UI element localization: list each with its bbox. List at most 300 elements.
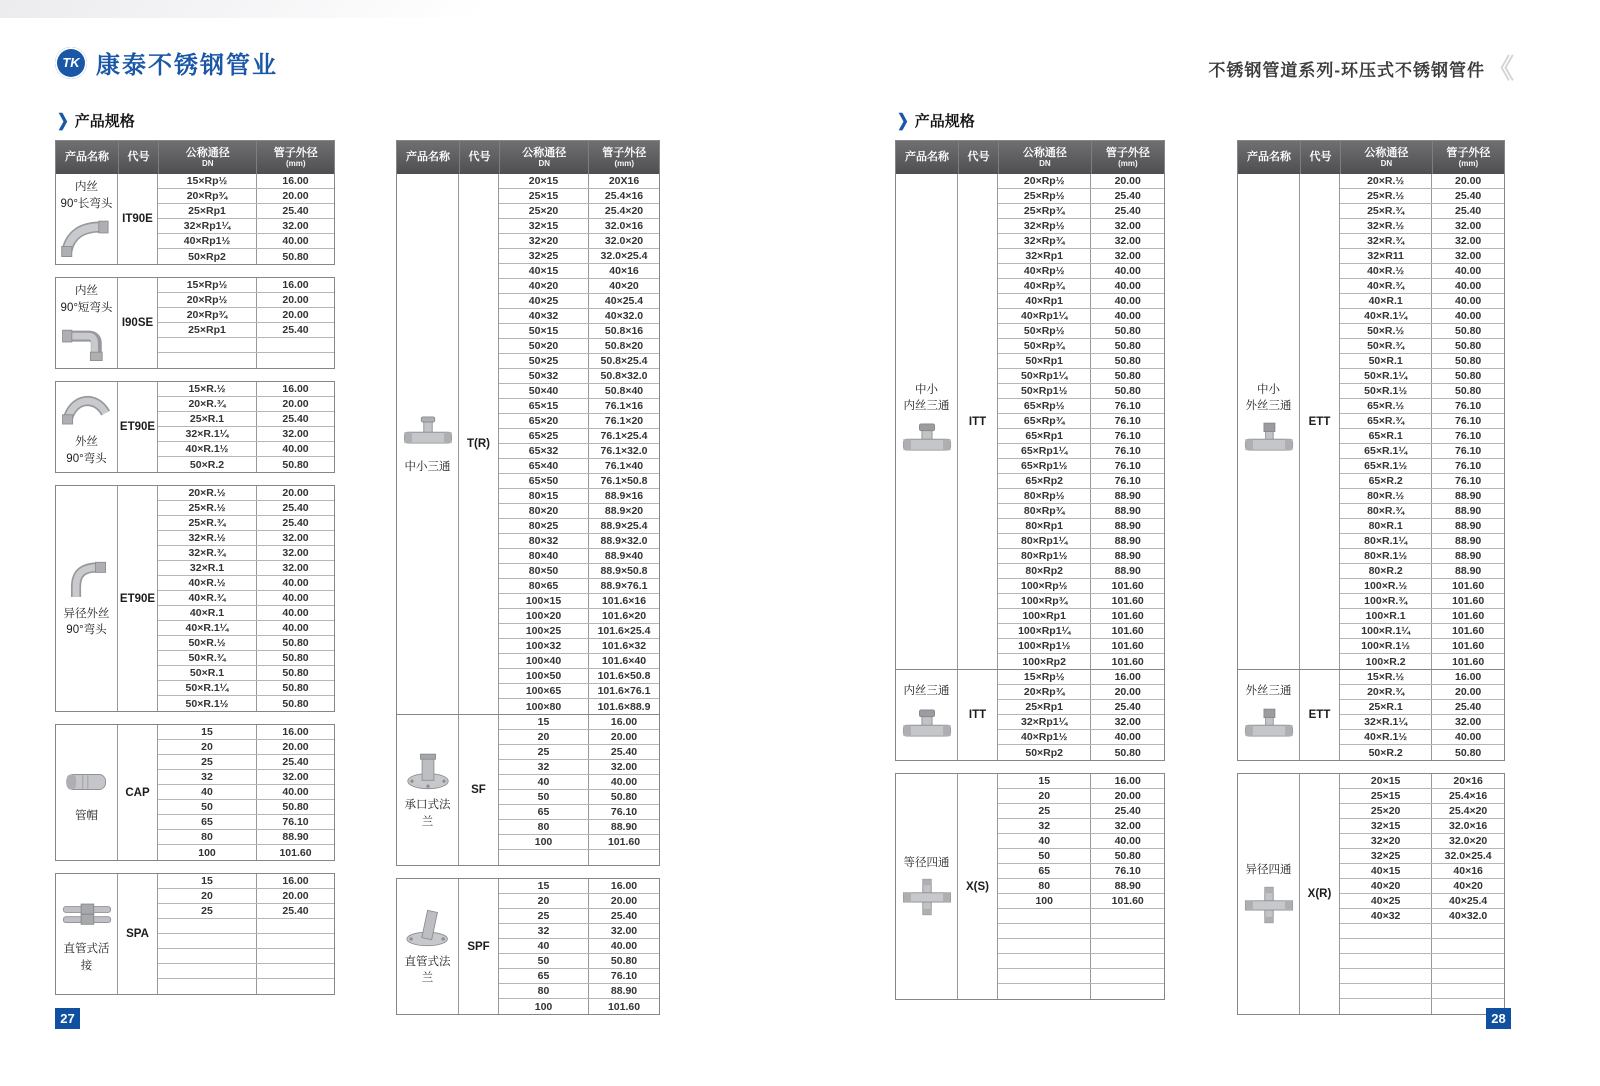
dn-cell: 25×20 xyxy=(499,204,589,218)
spec-row xyxy=(1340,700,1504,715)
spec-rows xyxy=(998,670,1164,760)
product-code: X(R) xyxy=(1300,774,1340,1014)
dn-cell: 80 xyxy=(998,879,1091,893)
od-cell: 101.6×32 xyxy=(601,640,647,652)
od-cell: 40.00 xyxy=(282,235,309,247)
product-section xyxy=(56,382,334,472)
dn-cell: 65×Rp½ xyxy=(998,399,1091,413)
od-cell: 50.80 xyxy=(282,667,309,679)
product-name: 中小 内丝三通 xyxy=(903,383,950,412)
od-cell: 40.00 xyxy=(282,443,309,455)
spec-table-header xyxy=(56,141,334,174)
product-name: 内丝 90°短弯头 xyxy=(60,285,113,314)
od-cell: 16.00 xyxy=(1455,671,1482,683)
section-header-left xyxy=(57,110,135,131)
spec-row xyxy=(499,459,659,474)
dn-cell: 25×R.½ xyxy=(158,501,257,515)
product-name: 中小 外丝三通 xyxy=(1245,383,1292,412)
od-cell: 32.00 xyxy=(282,532,309,544)
product-cell xyxy=(56,486,118,711)
spec-rows xyxy=(998,774,1164,999)
dn-cell xyxy=(158,353,257,368)
header-od: 管子外径 (mm) xyxy=(256,141,334,174)
od-cell: 25.40 xyxy=(282,205,309,217)
od-cell: 40.00 xyxy=(1114,310,1141,322)
od-cell: 25.40 xyxy=(282,502,309,514)
od-cell: 40.00 xyxy=(1455,265,1482,277)
od-cell: 101.60 xyxy=(1452,640,1485,652)
dn-cell xyxy=(158,338,257,352)
spec-row xyxy=(998,745,1164,760)
od-cell: 76.1×25.4 xyxy=(600,430,648,442)
dn-cell: 40 xyxy=(499,939,589,953)
spec-row xyxy=(158,591,334,606)
dn-cell: 32×Rp1¼ xyxy=(998,715,1091,729)
dn-cell: 50×32 xyxy=(499,369,589,383)
header-dn: 公称通径 DN xyxy=(1340,141,1432,174)
od-cell: 25.40 xyxy=(1455,190,1482,202)
dn-cell: 25×15 xyxy=(1340,789,1432,803)
spec-row xyxy=(499,954,659,969)
od-cell: 20.00 xyxy=(1114,790,1141,802)
spec-row xyxy=(158,457,334,472)
dn-cell: 20×Rp¾ xyxy=(998,685,1091,699)
od-cell xyxy=(257,353,334,368)
header-dn: 公称通径 DN xyxy=(499,141,588,174)
spec-row xyxy=(1340,369,1504,384)
od-cell: 20.00 xyxy=(282,487,309,499)
od-cell: 101.60 xyxy=(1111,595,1144,607)
od-cell: 101.60 xyxy=(1452,655,1485,668)
dn-cell: 100×50 xyxy=(499,669,589,683)
dn-cell: 50×Rp1¼ xyxy=(998,369,1091,383)
dn-cell: 100×25 xyxy=(499,624,589,638)
spec-row xyxy=(998,234,1164,249)
spec-row xyxy=(1340,504,1504,519)
od-cell: 101.6×25.4 xyxy=(597,625,651,637)
dn-cell: 50×Rp1½ xyxy=(998,384,1091,398)
dn-cell: 32×R.½ xyxy=(1340,219,1432,233)
od-cell: 76.10 xyxy=(1114,460,1141,472)
spec-rows xyxy=(158,278,334,368)
spec-row xyxy=(998,459,1164,474)
spec-row xyxy=(158,770,334,785)
dn-cell: 50×R.1 xyxy=(1340,354,1432,368)
spec-rows xyxy=(158,874,334,994)
od-cell: 50.8×16 xyxy=(604,325,644,337)
header-code: 代号 xyxy=(958,141,998,174)
dn-cell: 65×Rp1 xyxy=(998,429,1091,443)
spec-row xyxy=(998,700,1164,715)
dn-cell: 40×R.1½ xyxy=(158,442,257,456)
od-cell: 20.00 xyxy=(610,731,638,743)
spec-row xyxy=(998,249,1164,264)
spec-row xyxy=(158,845,334,860)
spec-row xyxy=(1340,294,1504,309)
spec-row xyxy=(499,850,659,865)
straight-flange-image xyxy=(401,907,455,949)
spec-row xyxy=(499,429,659,444)
spec-row xyxy=(499,474,659,489)
spec-row xyxy=(998,924,1164,939)
od-cell: 76.10 xyxy=(610,970,638,982)
od-cell: 88.9×25.4 xyxy=(600,520,648,532)
od-cell: 76.10 xyxy=(1455,415,1482,427)
spec-table-block xyxy=(55,485,335,712)
dn-cell: 20 xyxy=(499,730,589,744)
spec-row xyxy=(998,339,1164,354)
od-cell: 50.80 xyxy=(1114,850,1141,862)
od-cell: 76.10 xyxy=(1455,445,1482,457)
od-cell: 101.6×50.8 xyxy=(597,670,651,682)
spec-row xyxy=(998,609,1164,624)
od-cell: 76.10 xyxy=(1455,400,1482,412)
elbow-90-short-image xyxy=(60,321,114,363)
dn-cell: 100×80 xyxy=(499,699,589,714)
od-cell: 40×16 xyxy=(1453,865,1483,877)
od-cell: 50.80 xyxy=(1114,355,1141,367)
series-title: 不锈钢管道系列-环压式不锈钢管件 xyxy=(1208,61,1485,80)
od-cell: 88.90 xyxy=(1114,550,1141,562)
product-name: 直管式活接 xyxy=(63,943,110,972)
dn-cell: 40×32 xyxy=(1340,909,1432,923)
spec-row xyxy=(499,339,659,354)
product-code: ITT xyxy=(958,670,998,760)
spec-row xyxy=(1340,414,1504,429)
spec-row xyxy=(1340,609,1504,624)
product-name: 管帽 xyxy=(75,809,98,822)
dn-cell: 100×40 xyxy=(499,654,589,668)
dn-cell: 25 xyxy=(158,904,257,918)
spec-row xyxy=(499,174,659,189)
od-cell: 25.40 xyxy=(282,324,309,336)
spec-rows xyxy=(158,725,334,860)
spec-row xyxy=(1340,264,1504,279)
spec-row xyxy=(158,249,334,264)
dn-cell: 100 xyxy=(998,894,1091,908)
dn-cell: 25×Rp1 xyxy=(158,204,257,218)
spec-rows xyxy=(158,174,334,264)
spec-row xyxy=(499,564,659,579)
spec-row xyxy=(158,308,334,323)
od-cell: 101.60 xyxy=(1452,625,1485,637)
spec-row xyxy=(158,278,334,293)
spec-row xyxy=(158,785,334,800)
spec-rows xyxy=(158,486,334,711)
spec-row xyxy=(1340,219,1504,234)
od-cell: 50.80 xyxy=(282,682,309,694)
dn-cell: 80×Rp¾ xyxy=(998,504,1091,518)
dn-cell: 50×R.½ xyxy=(1340,324,1432,338)
spec-row xyxy=(1340,444,1504,459)
od-cell xyxy=(1091,939,1164,953)
spec-row xyxy=(499,294,659,309)
dn-cell: 32×Rp1¼ xyxy=(158,219,257,233)
od-cell: 20.00 xyxy=(282,294,309,306)
product-code: CAP xyxy=(118,725,158,860)
spec-row xyxy=(499,519,659,534)
spec-row xyxy=(1340,939,1504,954)
od-cell: 50.80 xyxy=(1455,340,1482,352)
dn-cell: 40×R.¾ xyxy=(158,591,257,605)
dn-cell: 50×R.2 xyxy=(1340,745,1432,760)
dn-cell: 100×Rp2 xyxy=(998,654,1091,669)
od-cell: 32.0×16 xyxy=(604,220,644,232)
spec-row xyxy=(1340,534,1504,549)
od-cell: 50.80 xyxy=(282,250,309,263)
spec-row xyxy=(158,412,334,427)
spec-row xyxy=(499,984,659,999)
dn-cell: 32×15 xyxy=(1340,819,1432,833)
spec-row xyxy=(998,579,1164,594)
od-cell: 25.40 xyxy=(1114,190,1141,202)
dn-cell: 50×25 xyxy=(499,354,589,368)
spec-row xyxy=(998,369,1164,384)
od-cell: 88.90 xyxy=(1114,565,1141,577)
dn-cell: 65×25 xyxy=(499,429,589,443)
dn-cell: 50×20 xyxy=(499,339,589,353)
spec-row xyxy=(998,879,1164,894)
od-cell: 25.40 xyxy=(610,910,638,922)
dn-cell: 80×65 xyxy=(499,579,589,593)
od-cell: 32.00 xyxy=(1455,235,1482,247)
spec-row xyxy=(998,324,1164,339)
od-cell: 88.90 xyxy=(1114,880,1141,892)
dn-cell: 100×Rp1½ xyxy=(998,639,1091,653)
od-cell: 76.10 xyxy=(1455,430,1482,442)
dn-cell: 65×40 xyxy=(499,459,589,473)
dn-cell: 40×25 xyxy=(1340,894,1432,908)
dn-cell: 25 xyxy=(158,755,257,769)
spec-row xyxy=(1340,654,1504,669)
od-cell: 40.00 xyxy=(282,622,309,634)
spec-row xyxy=(1340,804,1504,819)
dn-cell: 15×R.½ xyxy=(158,382,257,396)
spec-rows xyxy=(1340,174,1504,669)
product-code: SPA xyxy=(118,874,158,994)
spec-row xyxy=(499,324,659,339)
od-cell: 88.90 xyxy=(1455,550,1482,562)
tee-female-image xyxy=(900,419,954,461)
od-cell: 88.9×20 xyxy=(604,505,644,517)
od-cell xyxy=(257,964,334,978)
product-code: IT90E xyxy=(118,174,158,264)
spec-row xyxy=(998,309,1164,324)
dn-cell: 100×65 xyxy=(499,684,589,698)
spec-row xyxy=(499,264,659,279)
od-cell: 32.0×16 xyxy=(1449,820,1488,832)
dn-cell: 32 xyxy=(158,770,257,784)
od-cell: 20.00 xyxy=(610,895,638,907)
product-section xyxy=(896,669,1164,760)
product-section xyxy=(56,486,334,711)
od-cell: 50.8×40 xyxy=(604,385,644,397)
dn-cell: 80 xyxy=(499,984,589,998)
dn-cell: 32×R.1¼ xyxy=(158,427,257,441)
spec-row xyxy=(158,934,334,949)
dn-cell: 32×25 xyxy=(499,249,589,263)
spec-row xyxy=(499,579,659,594)
dn-cell: 25×R.1 xyxy=(1340,700,1432,714)
dn-cell: 100×R.½ xyxy=(1340,579,1432,593)
spec-row xyxy=(499,414,659,429)
od-cell: 40.00 xyxy=(1114,835,1141,847)
od-cell: 50.80 xyxy=(1455,355,1482,367)
dn-cell: 100 xyxy=(158,845,257,860)
spec-rows xyxy=(499,715,659,865)
od-cell: 50.80 xyxy=(282,652,309,664)
socket-flange-image xyxy=(401,750,455,792)
od-cell: 40.00 xyxy=(1114,265,1141,277)
product-code: ET90E xyxy=(118,382,158,472)
od-cell: 40×20 xyxy=(1453,880,1483,892)
dn-cell: 65×Rp2 xyxy=(998,474,1091,488)
spec-row xyxy=(998,939,1164,954)
dn-cell: 15 xyxy=(499,879,589,893)
od-cell: 20.00 xyxy=(1114,686,1141,698)
dn-cell xyxy=(1340,999,1432,1014)
product-section xyxy=(1238,774,1504,1014)
od-cell: 40×25.4 xyxy=(604,295,644,307)
product-cell xyxy=(896,670,958,760)
od-cell: 88.90 xyxy=(1114,535,1141,547)
dn-cell: 40×15 xyxy=(1340,864,1432,878)
elbow-90-reducing-image xyxy=(60,559,114,601)
header-product-name: 产品名称 xyxy=(406,151,450,164)
product-cell xyxy=(896,774,958,999)
dn-cell: 40 xyxy=(499,775,589,789)
spec-row xyxy=(499,745,659,760)
spec-table-block xyxy=(396,878,660,1015)
product-code: I90SE xyxy=(118,278,158,368)
dn-cell: 25×R.½ xyxy=(1340,189,1432,203)
dn-cell: 40×R.1 xyxy=(1340,294,1432,308)
od-cell: 16.00 xyxy=(610,716,638,728)
od-cell: 76.1×20 xyxy=(604,415,644,427)
spec-table-block xyxy=(1237,140,1505,761)
product-section xyxy=(56,174,334,264)
spec-row xyxy=(998,384,1164,399)
od-cell: 88.90 xyxy=(282,831,309,843)
od-cell: 32.0×20 xyxy=(1449,835,1488,847)
spec-row xyxy=(998,730,1164,745)
product-cell xyxy=(56,382,118,472)
spec-row xyxy=(1340,204,1504,219)
od-cell: 50.80 xyxy=(1455,385,1482,397)
header-code: 代号 xyxy=(459,141,499,174)
od-cell: 88.90 xyxy=(610,821,638,833)
dn-cell: 65 xyxy=(499,805,589,819)
dn-cell: 100×R.1 xyxy=(1340,609,1432,623)
section-title: 产品规格 xyxy=(914,113,975,130)
dn-cell: 15×R.½ xyxy=(1340,670,1432,684)
product-section xyxy=(397,714,659,865)
od-cell: 76.10 xyxy=(1455,475,1482,487)
dn-cell xyxy=(1340,969,1432,983)
dn-cell: 65×20 xyxy=(499,414,589,428)
spec-row xyxy=(998,429,1164,444)
od-cell: 20×16 xyxy=(1453,775,1483,787)
dn-cell xyxy=(998,924,1091,938)
dn-cell: 40×Rp1¼ xyxy=(998,309,1091,323)
spec-row xyxy=(499,609,659,624)
dn-cell: 50×R.¾ xyxy=(1340,339,1432,353)
page-number-left: 27 xyxy=(55,1008,80,1029)
spec-row xyxy=(158,666,334,681)
od-cell: 101.60 xyxy=(607,1000,641,1013)
od-cell: 40.00 xyxy=(1455,731,1482,743)
spec-row xyxy=(158,919,334,934)
dn-cell xyxy=(158,964,257,978)
od-cell: 16.00 xyxy=(282,175,309,187)
od-cell: 16.00 xyxy=(610,880,638,892)
spec-row xyxy=(1340,730,1504,745)
dn-cell: 65×R.¾ xyxy=(1340,414,1432,428)
od-cell: 101.60 xyxy=(1111,580,1144,592)
corner-chevron-icon: 《 xyxy=(1487,54,1514,84)
dn-cell xyxy=(998,939,1091,953)
spec-row xyxy=(998,294,1164,309)
spec-row xyxy=(499,534,659,549)
spec-row xyxy=(499,504,659,519)
od-cell: 50.80 xyxy=(1455,370,1482,382)
product-code: T(R) xyxy=(459,174,499,714)
od-cell: 101.60 xyxy=(279,846,312,859)
product-name: 外丝三通 xyxy=(1245,685,1292,698)
od-cell: 40.00 xyxy=(282,592,309,604)
spec-row xyxy=(998,654,1164,669)
spec-row xyxy=(998,414,1164,429)
spec-row xyxy=(1340,309,1504,324)
dn-cell xyxy=(1340,954,1432,968)
od-cell: 20.00 xyxy=(282,741,309,753)
od-cell: 40.00 xyxy=(1114,295,1141,307)
od-cell: 32.0×25.4 xyxy=(1444,850,1492,862)
dn-cell: 65×R.1 xyxy=(1340,429,1432,443)
dn-cell: 25×Rp¾ xyxy=(998,204,1091,218)
od-cell: 101.6×20 xyxy=(601,610,647,622)
dn-cell: 25×Rp½ xyxy=(998,189,1091,203)
od-cell: 32.00 xyxy=(610,925,638,937)
od-cell: 88.9×76.1 xyxy=(600,580,648,592)
spec-row xyxy=(1340,984,1504,999)
dn-cell: 80×Rp1 xyxy=(998,519,1091,533)
spec-row xyxy=(158,323,334,338)
spec-row xyxy=(158,382,334,397)
dn-cell: 15 xyxy=(499,715,589,729)
spec-row xyxy=(499,820,659,835)
dn-cell: 80 xyxy=(499,820,589,834)
spec-row xyxy=(158,442,334,457)
dn-cell: 50×R.¾ xyxy=(158,651,257,665)
spec-row xyxy=(499,669,659,684)
dn-cell: 80×40 xyxy=(499,549,589,563)
spec-row xyxy=(1340,384,1504,399)
spec-table-block xyxy=(396,140,660,866)
dn-cell: 32×R.¾ xyxy=(158,546,257,560)
od-cell: 88.90 xyxy=(1455,520,1482,532)
product-cell xyxy=(56,174,118,264)
dn-cell: 80×20 xyxy=(499,504,589,518)
spec-row xyxy=(158,561,334,576)
dn-cell: 20×15 xyxy=(499,174,589,188)
od-cell: 32.00 xyxy=(282,428,309,440)
dn-cell: 40×Rp1 xyxy=(998,294,1091,308)
od-cell: 50.80 xyxy=(1455,325,1482,337)
top-decorative-band xyxy=(0,0,503,18)
od-cell: 32.00 xyxy=(282,562,309,574)
product-section xyxy=(56,874,334,994)
